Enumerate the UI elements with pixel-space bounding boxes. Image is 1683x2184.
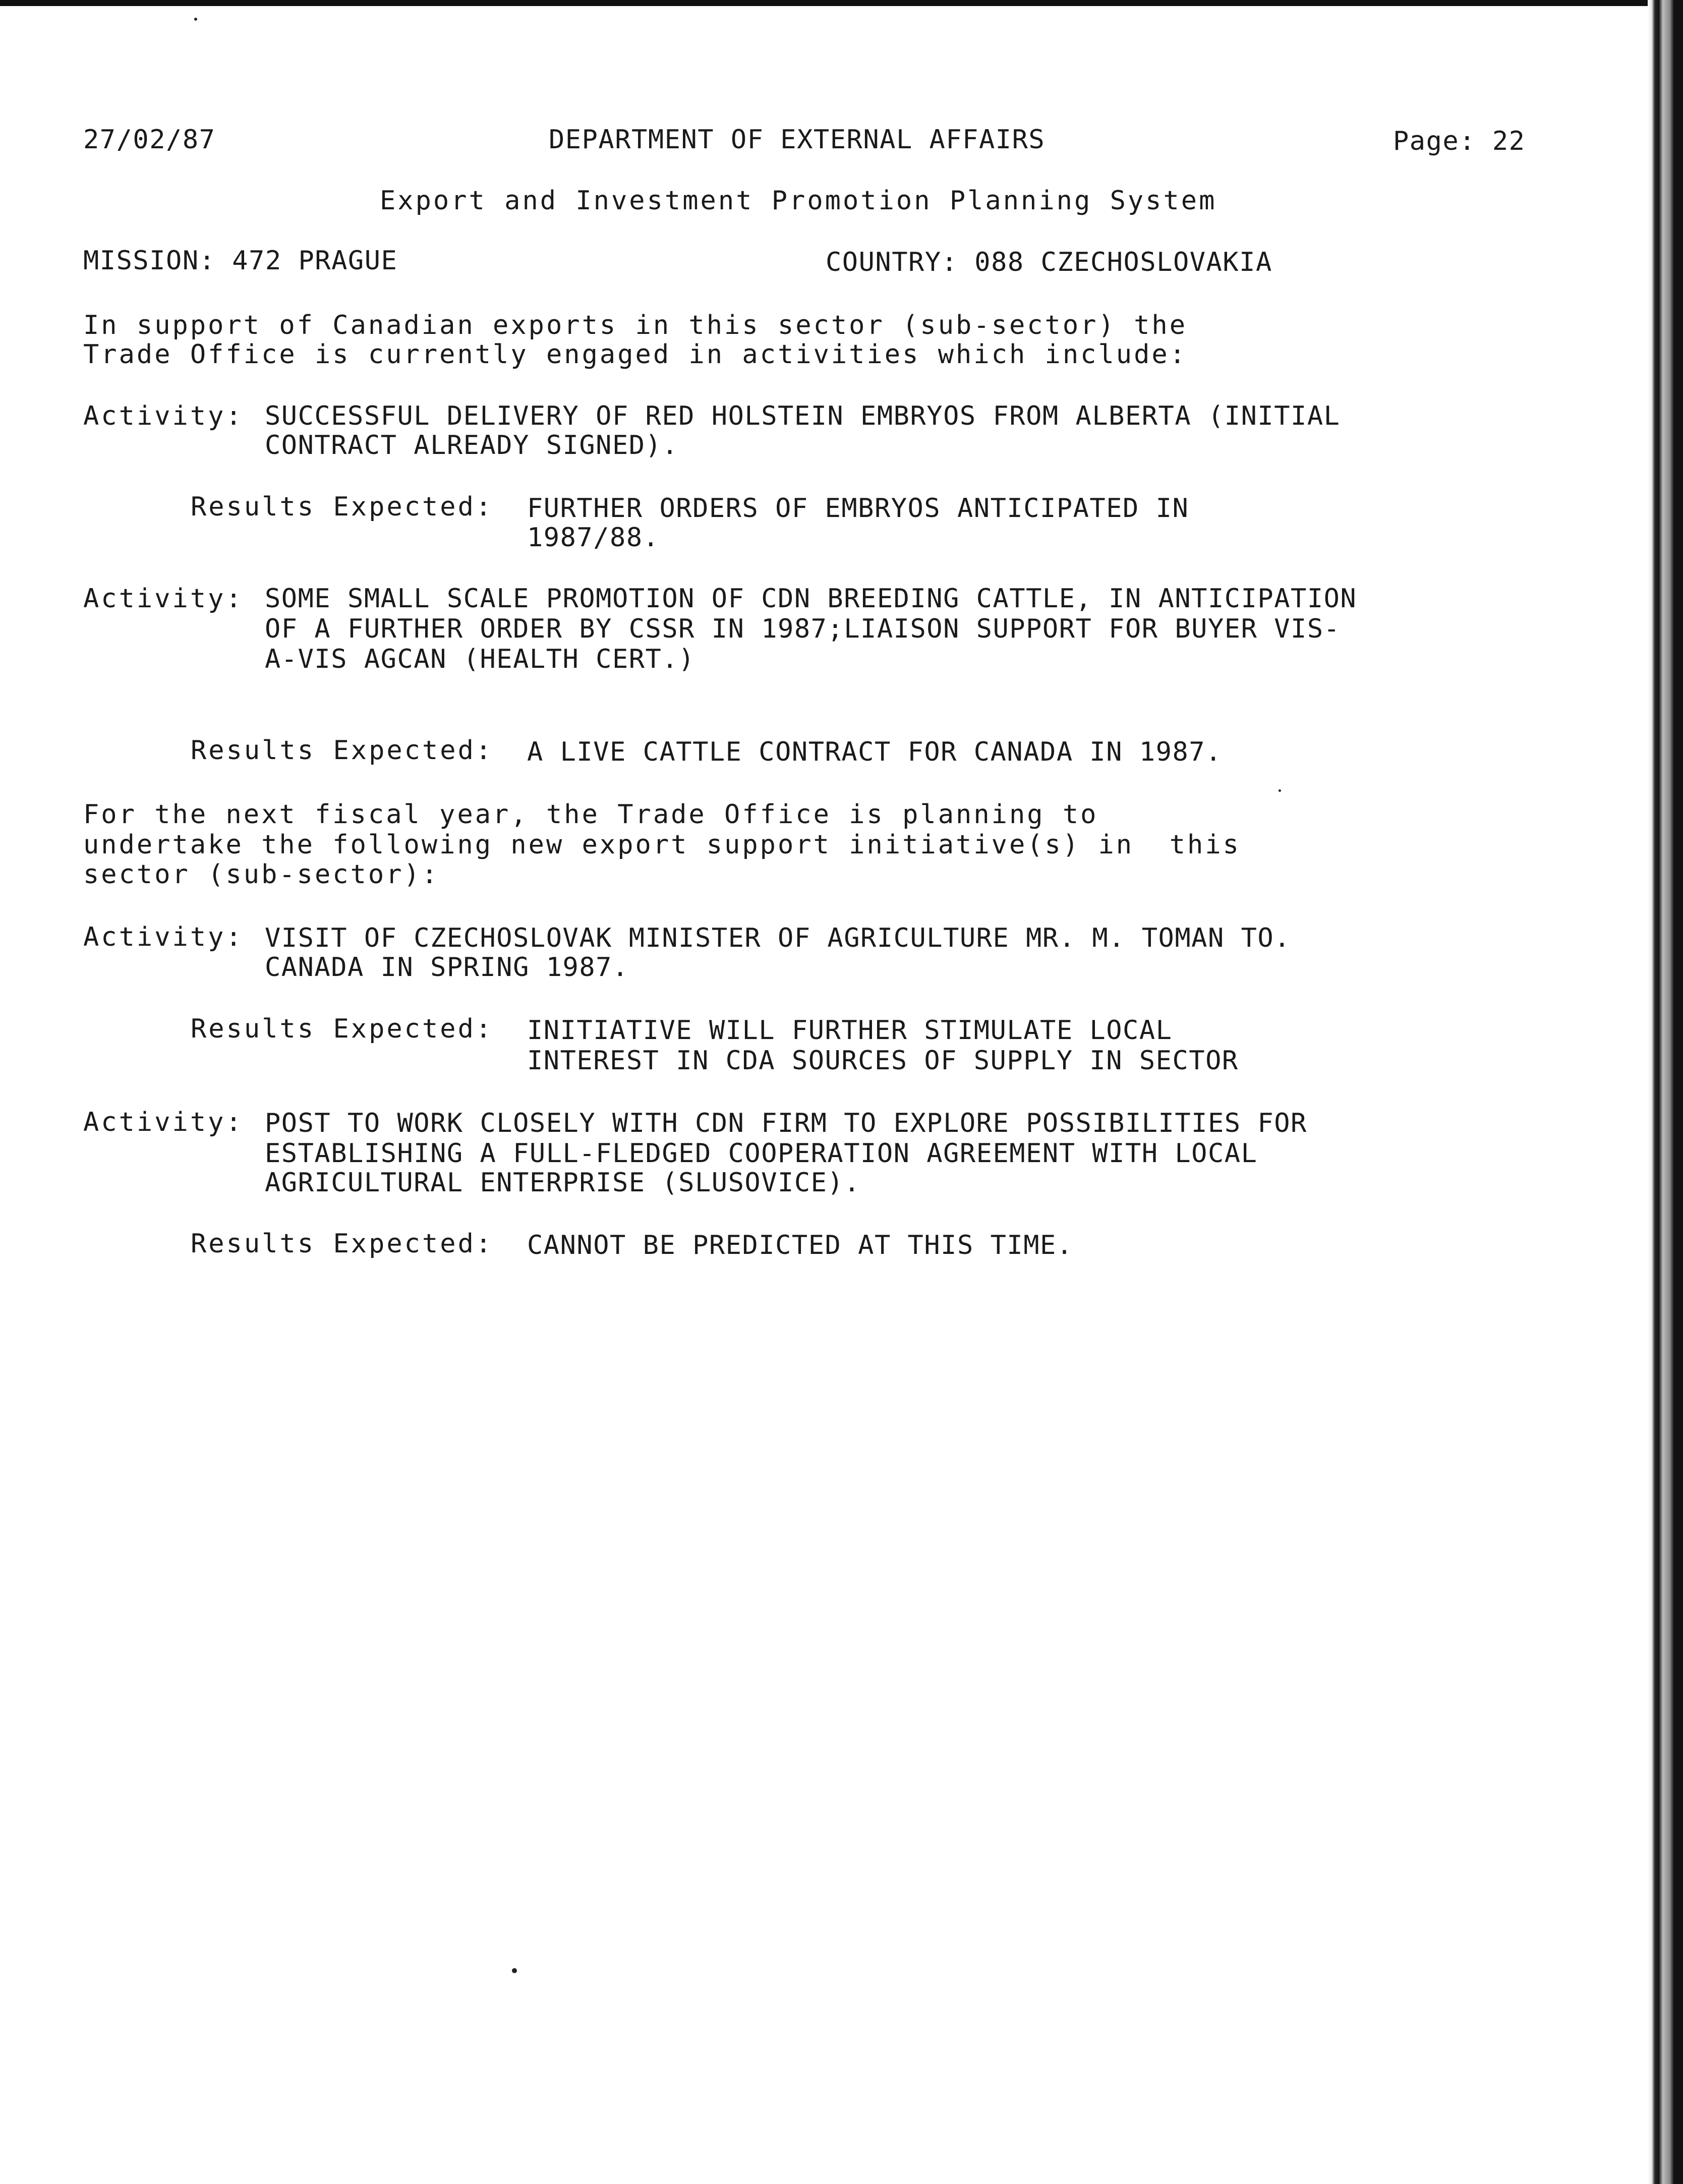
scan-speck (194, 18, 197, 21)
activity-label: Activity: (83, 1107, 244, 1137)
activity-label: Activity: (83, 922, 244, 952)
scan-speck (512, 1968, 517, 1973)
planned-intro-line: sector (sub-sector): (83, 859, 440, 890)
results-text: INITIATIVE WILL FURTHER STIMULATE LOCAL (527, 1015, 1173, 1046)
results-text: INTEREST IN CDA SOURCES OF SUPPLY IN SECTOR (527, 1046, 1239, 1076)
activity-text: ESTABLISHING A FULL-FLEDGED COOPERATION AGREEMENT WITH LOCAL (265, 1138, 1258, 1169)
results-text: A LIVE CATTLE CONTRACT FOR CANADA IN 1987. (527, 737, 1222, 767)
activity-text: OF A FURTHER ORDER BY CSSR IN 1987;LIAISON SUPPORT FOR BUYER VIS- (265, 614, 1341, 644)
scan-right-edge (1648, 0, 1683, 2184)
results-label: Results Expected: (191, 1014, 494, 1044)
activity-text: CONTRACT ALREADY SIGNED). (265, 430, 679, 461)
current-intro-line: In support of Canadian exports in this sector (sub-sector) the (83, 310, 1188, 340)
planned-intro-line: For the next fiscal year, the Trade Office is planning to (83, 799, 1098, 830)
scan-speck (1279, 789, 1281, 792)
results-label: Results Expected: (191, 1229, 494, 1259)
current-intro-line: Trade Office is currently engaged in activities which include: (83, 339, 1188, 370)
activity-label: Activity: (83, 584, 244, 614)
page-number: Page: 22 (1393, 126, 1526, 156)
country-field: COUNTRY: 088 CZECHOSLOVAKIA (826, 247, 1272, 277)
activity-text: AGRICULTURAL ENTERPRISE (SLUSOVICE). (265, 1168, 861, 1198)
results-text: CANNOT BE PREDICTED AT THIS TIME. (527, 1230, 1073, 1260)
scan-top-edge (0, 0, 1683, 6)
mission-field: MISSION: 472 PRAGUE (83, 246, 398, 276)
results-label: Results Expected: (191, 735, 494, 766)
results-label: Results Expected: (191, 492, 494, 522)
activity-text: SOME SMALL SCALE PROMOTION OF CDN BREEDING CATTLE, IN ANTICIPATION (265, 584, 1357, 614)
activity-text: VISIT OF CZECHOSLOVAK MINISTER OF AGRICULTURE MR. M. TOMAN TO. (265, 923, 1291, 953)
system-title: Export and Investment Promotion Planning System (380, 186, 1217, 216)
results-text: 1987/88. (527, 523, 660, 553)
department-title: DEPARTMENT OF EXTERNAL AFFAIRS (549, 125, 1046, 155)
activity-text: SUCCESSFUL DELIVERY OF RED HOLSTEIN EMBRYOS FROM ALBERTA (INITIAL (265, 401, 1341, 431)
activity-text: CANADA IN SPRING 1987. (265, 952, 629, 983)
activity-label: Activity: (83, 401, 244, 431)
activity-text: POST TO WORK CLOSELY WITH CDN FIRM TO EXPLORE POSSIBILITIES FOR (265, 1108, 1307, 1138)
planned-intro-line: undertake the following new export support initiative(s) in this (83, 830, 1241, 860)
report-date: 27/02/87 (83, 125, 216, 155)
results-text: FURTHER ORDERS OF EMBRYOS ANTICIPATED IN (527, 493, 1189, 524)
activity-text: A-VIS AGCAN (HEALTH CERT.) (265, 644, 695, 674)
